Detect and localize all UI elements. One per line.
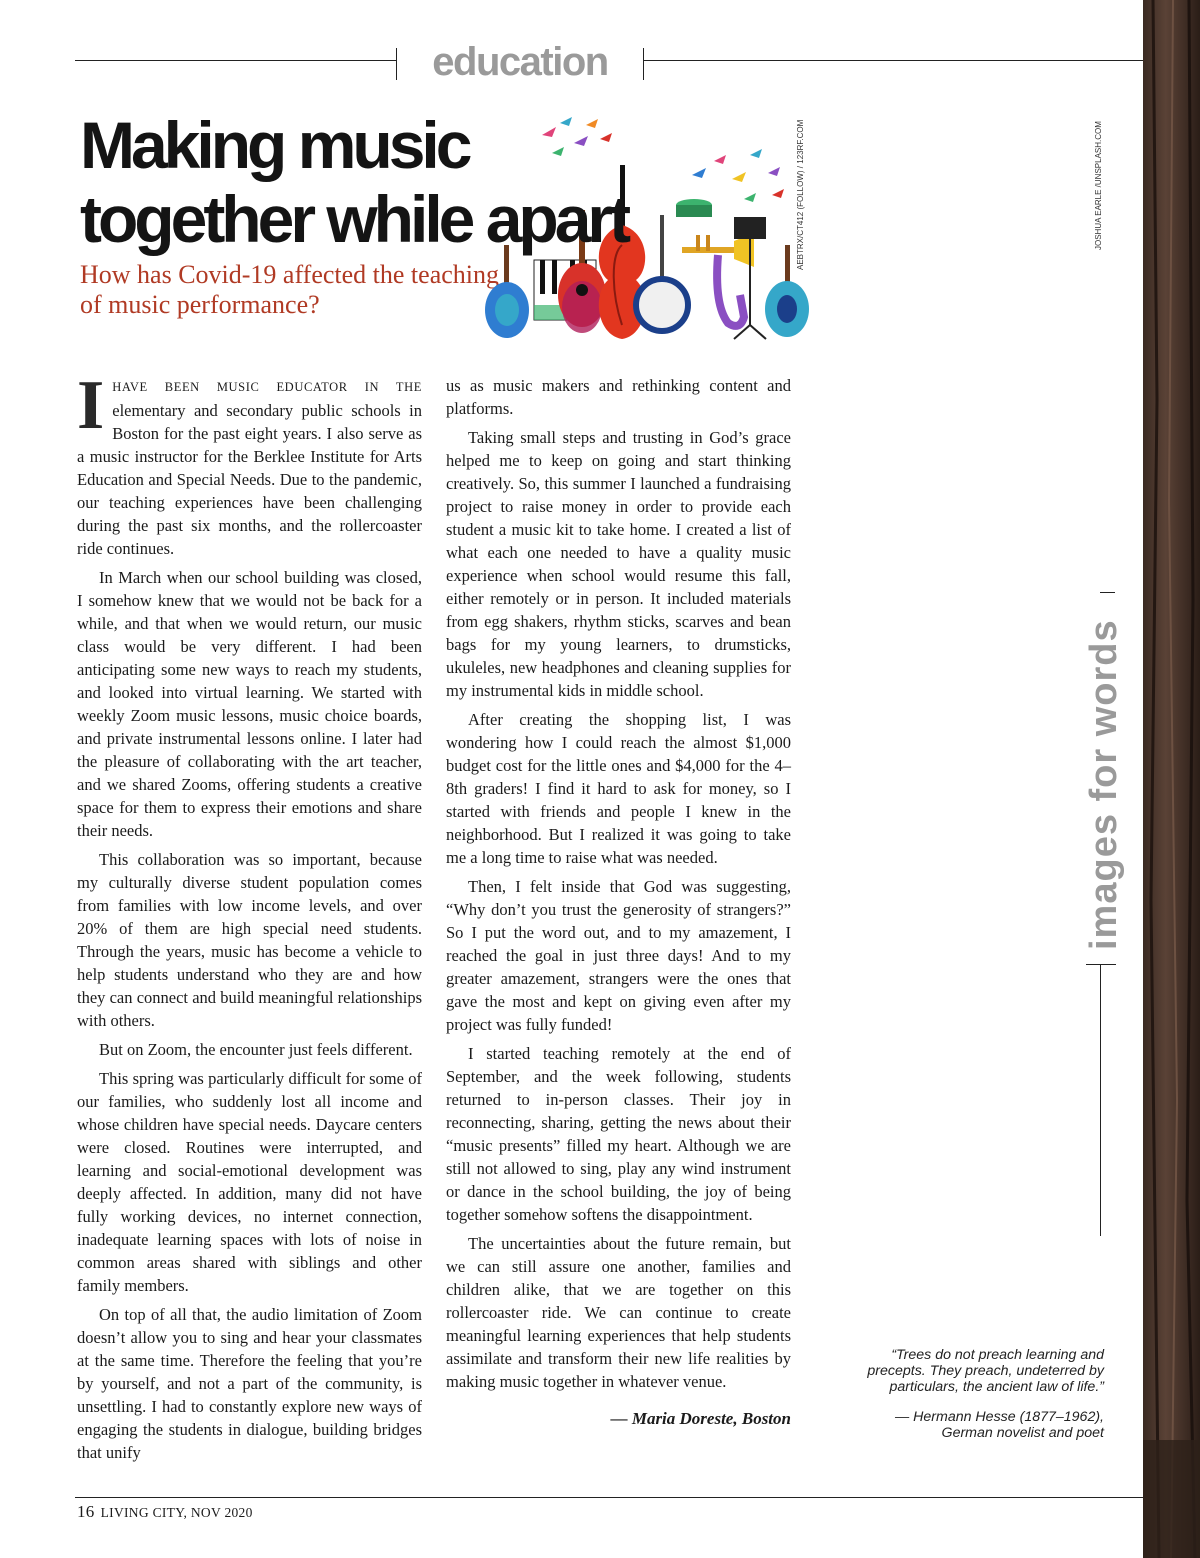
quote-attribution: — Hermann Hesse (1877–1962), German novelist and poet <box>895 1409 1104 1441</box>
author-signature: — Maria Doreste, Boston <box>610 1409 791 1428</box>
body-paragraph: This spring was particularly difficult for some of our families, who suddenly lost all income and whose children have special needs. Daycare centers were closed. Routines were interrupted, and learning and social-emotional development was deeply affected. In addition, many did not have fully working devices, no internet connection, inadequate learning spaces with lots of noise in common areas shared with siblings and other family members. <box>77 1069 422 1295</box>
body-paragraph: In March when our school building was closed, I somehow knew that we would not be back for a while, and that when we would return, our music class would be very different. I had been anticipating some new ways to reach my students, and looked into virtual learning. We started with weekly Zoom music lessons, music choice boards, and private instrumental lessons online. I later had the pleasure of collaborating with the art teacher, and we shared Zooms, offering students a creative space for them to express their emotions and share their needs. <box>77 568 422 840</box>
footer-rule <box>75 1497 1143 1498</box>
sidebar-rule-top <box>1100 592 1115 593</box>
header-rule-left <box>75 60 397 61</box>
header-rule-right <box>643 60 1143 61</box>
body-column-left <box>77 367 422 1470</box>
drum <box>676 199 712 217</box>
intro-small-caps: HAVE BEEN MUSIC EDUCATOR IN THE <box>112 380 422 394</box>
body-paragraph: But on Zoom, the encounter just feels different. <box>99 1040 413 1059</box>
mandolin-right <box>765 245 809 337</box>
saxophone <box>717 255 744 326</box>
publication-info: LIVING CITY, NOV 2020 <box>100 1505 253 1520</box>
headline: Making music together while apart <box>80 108 628 256</box>
body-paragraph: Taking small steps and trusting in God’s grace helped me to keep on going and start thinking creatively. So, this summer I launched a fundraising project to raise money in order to provide each student a music kit to take home. I created a list of what each one needed to have a quality music experience when school would resume this fall, either remotely or in person. It included materials from egg shakers, rhythm sticks, scarves and bean bags for my young learners, to drumsticks, ukuleles, new headphones and cleaning supplies for my instrumental kids in middle school. <box>446 428 791 700</box>
quote-panel <box>856 1347 1104 1441</box>
body-column-right <box>446 374 791 1430</box>
deck: How has Covid-19 affected the teaching of music performance? <box>80 260 499 319</box>
sidebar-rule-tick <box>1086 964 1116 965</box>
tree-trunk-photo <box>1143 0 1200 1558</box>
header-rule-right-tick <box>643 48 644 80</box>
section-label: education <box>432 40 608 84</box>
body-paragraph: On top of all that, the audio limitation of Zoom doesn’t allow you to sing and hear your classmates at the same time. Therefore the feeling that you’re by yourself, and not a part of the community, is unsettling. I had to constantly explore new ways of engaging the students in dialogue, building bridges that unify <box>77 1305 422 1462</box>
quote-text: “Trees do not preach learning and precepts. They preach, undeterred by particulars, the ancient law of life.” <box>867 1347 1104 1395</box>
bird-flock-right <box>692 149 784 202</box>
body-paragraph: This collaboration was so important, because my culturally diverse student population comes from families with low income levels, and over 20% of them are high special need students. Through the years, music has become a vehicle to help students understand who they are and how they can connect and build meaningful relationships with others. <box>77 850 422 1030</box>
body-paragraph: The uncertainties about the future remain, but we can still assure one another, families and children alike, that we are together on this rollercoaster ride. We can continue to create meaningful learning experiences that help students assimilate and transform their new life realities by making music together in whatever venue. <box>446 1234 791 1391</box>
sidebar-rule-vertical <box>1100 964 1101 1236</box>
body-paragraph: After creating the shopping list, I was wondering how I could reach the almost $1,000 budget cost for the little ones and $4,000 for the 4–8th graders! I find it hard to ask for money, so I started with friends and people I knew in the neighborhood. But I realized it was going to take me a long time to raise what was needed. <box>446 710 791 867</box>
body-paragraph: I started teaching remotely at the end of September, and the week following, students returned to in-person classes. Their joy in reconnecting, sharing, getting the news about their “music presents” filled my heart. Although we are still not allowed to sing, play any wind instrument or dance in the school building, the joy of being together somehow softens the disappointment. <box>446 1044 791 1224</box>
body-paragraph-continued: us as music makers and rethinking content and platforms. <box>446 376 791 418</box>
drop-cap: I <box>77 367 105 444</box>
page-number: 16 <box>77 1502 95 1521</box>
intro-paragraph <box>77 367 422 560</box>
mandolin-left <box>485 245 529 338</box>
header-rule-left-tick <box>396 48 397 80</box>
sidebar-title: images for words <box>1083 619 1125 950</box>
banjo <box>636 215 688 331</box>
intro-text: elementary and secondary public schools in Boston for the past eight years. I also serve as a music instructor for the Berklee Institute for Arts Education and Special Needs. Due to the pandemic, our teaching experiences have been challenging during the past six months, and the rollercoaster ride continues. <box>77 401 422 558</box>
page-footer <box>77 1502 253 1522</box>
photo-credit: JOSHUA EARLE /UNSPLASH.COM <box>1094 121 1103 250</box>
body-paragraph: Then, I felt inside that God was suggesting, “Why don’t you trust the generosity of strangers?” So I put the word out, and to my amazement, I reached the goal in just three days! And to my greater amazement, strangers were the ones that gave the most and kept on giving even after my project was fully funded! <box>446 877 791 1034</box>
illustration-credit: AEBTRX/CT412 (FOLLOW) / 123RF.COM <box>796 119 805 270</box>
